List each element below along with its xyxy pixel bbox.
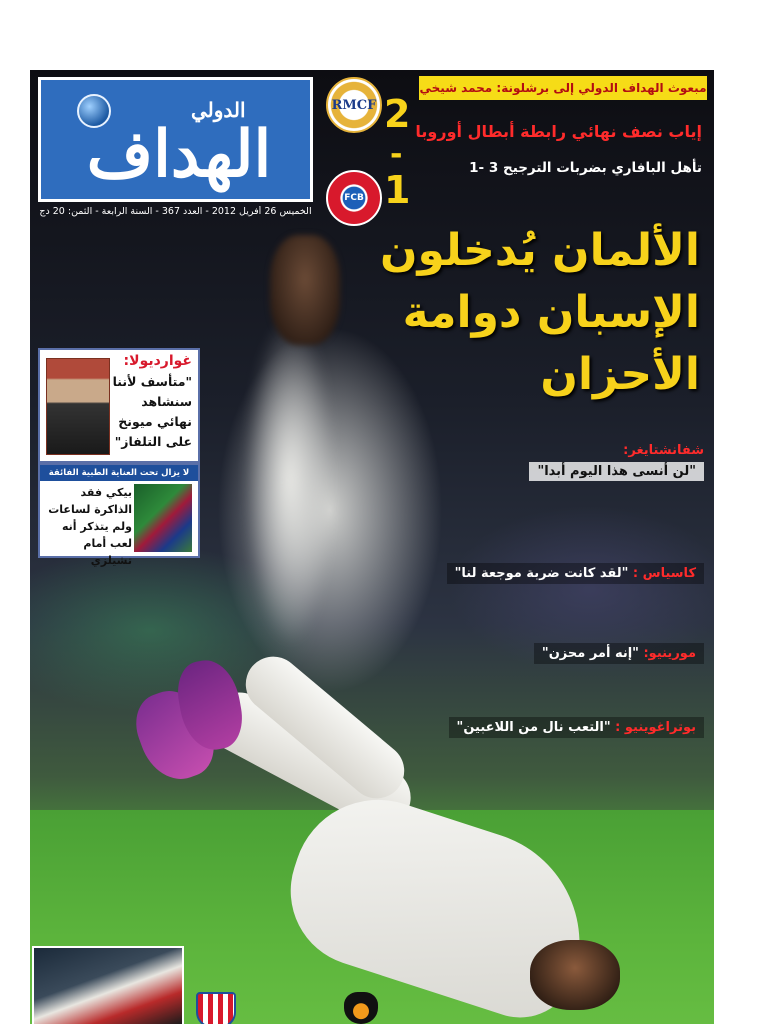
guardiola-quote: "متأسف لأننا سنشاهد نهائي ميونخ على التلفاز"	[112, 374, 192, 449]
valencia-crest-icon	[344, 992, 378, 1024]
logo-title: الهداف	[86, 117, 272, 192]
atletico-crest-icon	[196, 992, 236, 1024]
bayern-crest-icon	[326, 170, 382, 226]
headline-line: الأحزان	[540, 349, 700, 400]
crest-label: FCB	[344, 193, 364, 203]
pique-photo	[134, 484, 192, 552]
quote-text: "التعب نال من اللاعبين"	[456, 720, 611, 735]
masthead-logo	[38, 77, 313, 202]
guardiola-name: غوارديولا:	[123, 353, 192, 369]
standing-player-head	[270, 235, 340, 345]
score-real: 2	[384, 92, 411, 136]
score-separator: -	[390, 137, 403, 172]
quote-text: "لن أنسى هذا اليوم أبدا"	[529, 462, 704, 481]
headline-line: الألمان يُدخلون	[379, 225, 700, 276]
main-headline	[360, 220, 700, 406]
guardiola-box	[38, 348, 200, 463]
pique-box	[38, 463, 200, 567]
match-kicker: إياب نصف نهائي رابطة أبطال أوروبا	[415, 122, 702, 141]
logo-subtitle: الدولي	[191, 98, 246, 122]
quote-mourinho	[534, 643, 704, 664]
bottom-thumbnail-photo	[32, 946, 184, 1024]
quote-name: بوتراغوينيو :	[615, 720, 696, 735]
quote-name: شفانشتايغر:	[623, 443, 704, 458]
quote-casillas	[447, 563, 704, 584]
score-bayern: 1	[384, 168, 411, 212]
qualify-line: تأهل البافاري بضربات الترجيح 3 -1	[469, 160, 702, 176]
pique-text: بيكي فقد الذاكرة لساعات ولم يتذكر أنه لعب أمام تشيلزي	[48, 486, 132, 567]
quote-text: "لقد كانت ضربة موجعة لنا"	[454, 566, 629, 581]
headline-line: الإسبان دوامة	[402, 287, 700, 338]
real-madrid-crest-icon	[326, 77, 382, 133]
lying-player-photo	[170, 690, 650, 1020]
quote-name: مورينيو:	[643, 646, 696, 661]
quote-text: "إنه أمر محزن"	[541, 646, 639, 661]
pique-kicker: لا يزال تحت العناية الطبية الفائقة	[40, 465, 198, 481]
guardiola-photo	[46, 358, 110, 455]
crest-label: RMCF	[331, 97, 377, 113]
quote-butragueno	[449, 717, 704, 738]
quote-schweinsteiger	[529, 443, 704, 481]
lying-player-head	[530, 940, 620, 1010]
quote-name: كاسياس :	[632, 566, 696, 581]
issue-info: الخميس 26 أفريل 2012 - العدد 367 - السنة الرابعة - الثمن: 20 دج	[39, 206, 312, 217]
envoy-banner: مبعوث الهداف الدولي إلى برشلونة: محمد شيخي	[419, 76, 707, 100]
magazine-cover	[30, 70, 714, 1024]
